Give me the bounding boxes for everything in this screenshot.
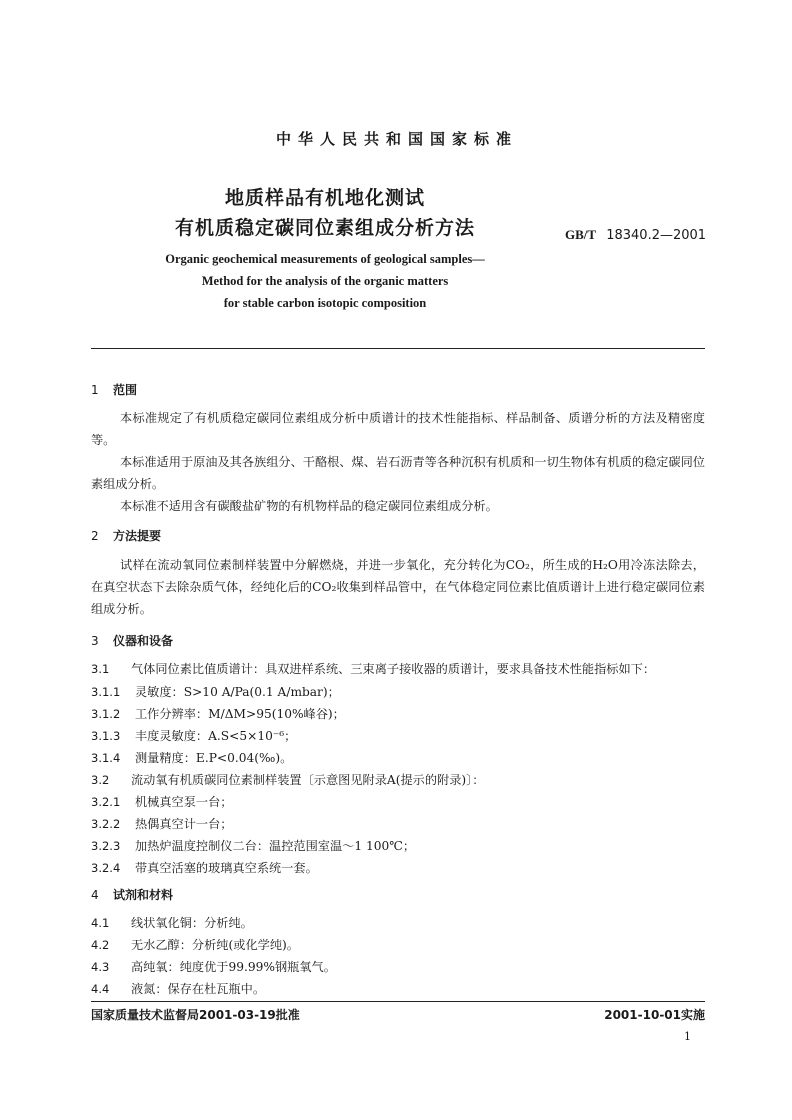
approval-note: 国家质量技术监督局2001-03-19批准: [91, 1008, 300, 1022]
clause-text: 高纯氧：纯度优于99.99%钢瓶氧气。: [131, 960, 336, 974]
section-number: 3: [91, 634, 99, 648]
clause-item: [91, 705, 345, 722]
title-en-line2: Method for the analysis of the organic matters: [201, 274, 449, 288]
section-number: 4: [91, 888, 99, 902]
clause-text: 流动氧有机质碳同位素制样装置〔示意图见附录A(提示的附录)〕：: [131, 773, 485, 787]
clause-item: [91, 660, 655, 677]
clause-number: 3.1.1: [91, 685, 121, 699]
title-en-line1: Organic geochemical measurements of geological samples—: [165, 252, 485, 266]
clause-item: [91, 837, 415, 854]
section-2-paragraph-1: 试样在流动氧同位素制样装置中分解燃烧，并进一步氧化，充分转化为CO₂，所生成的H₂O用冷冻法除去，在真空状态下去除杂质气体，经纯化后的CO₂收集到样品管中，在气体稳定同位素比值质谱计上进行稳定碳同位素组成分析。: [91, 558, 705, 616]
national-standard-heading: 中华人民共和国国家标准: [275, 130, 518, 148]
clause-text: 气体同位素比值质谱计：具双进样系统、三束离子接收器的质谱计，要求具备技术性能指标如下：: [131, 662, 656, 676]
section-number: 1: [91, 383, 99, 397]
clause-item: [91, 793, 233, 810]
section-2-heading: [91, 527, 161, 544]
section-title: 试剂和材料: [113, 888, 174, 902]
title-en-line3: for stable carbon isotopic composition: [223, 296, 427, 310]
clause-item: [91, 859, 318, 876]
clause-number: 3.1.3: [91, 729, 121, 743]
section-1-paragraph-1: 本标准规定了有机质稳定碳同位素组成分析中质谱计的技术性能指标、样品制备、质谱分析的方法及精密度等。: [91, 411, 705, 447]
standard-number: 18340.2—2001: [606, 228, 707, 243]
clause-item: [91, 771, 484, 788]
clause-text: 无水乙醇：分析纯(或化学纯)。: [131, 938, 299, 952]
page-number: 1: [684, 1030, 691, 1043]
standard-prefix: GB/T: [565, 227, 597, 242]
clause-number: 3.1: [91, 662, 110, 676]
clause-number: 3.1.2: [91, 707, 121, 721]
standard-code: [565, 227, 706, 243]
clause-item: [91, 815, 233, 832]
clause-text: 丰度灵敏度：A.S<5×10⁻⁶；: [135, 729, 297, 743]
clause-number: 3.2.4: [91, 861, 121, 875]
section-1-paragraph-2: 本标准适用于原油及其各族组分、干酪根、煤、岩石沥青等各种沉积有机质和一切生物体有机质的稳定碳同位素组成分析。: [91, 455, 705, 491]
clause-number: 4.4: [91, 982, 110, 996]
clause-text: 加热炉温度控制仪二台：温控范围室温～1 100℃；: [135, 839, 416, 853]
clause-text: 带真空活塞的玻璃真空系统一套。: [135, 861, 318, 875]
section-3-heading: [91, 632, 173, 649]
clause-item: [91, 727, 296, 744]
clause-number: 3.1.4: [91, 751, 121, 765]
clause-number: 3.2.3: [91, 839, 121, 853]
clause-number: 4.3: [91, 960, 110, 974]
section-1-paragraph-3: 本标准不适用含有碳酸盐矿物的有机物样品的稳定碳同位素组成分析。: [120, 499, 498, 513]
clause-text: 工作分辨率：M/ΔM>95(10%峰谷)；: [135, 707, 345, 721]
clause-item: [91, 958, 336, 975]
section-title: 方法提要: [113, 529, 162, 543]
title-zh-line1: 地质样品有机地化测试: [224, 187, 425, 209]
clause-text: 线状氧化铜：分析纯。: [131, 916, 253, 930]
clause-number: 4.1: [91, 916, 110, 930]
clause-text: 机械真空泵一台；: [135, 795, 233, 809]
section-title: 范围: [113, 383, 138, 397]
clause-number: 4.2: [91, 938, 110, 952]
clause-text: 测量精度：E.P<0.04(‰)。: [135, 751, 293, 765]
clause-number: 3.2: [91, 773, 110, 787]
section-1-heading: [91, 381, 137, 398]
section-number: 2: [91, 529, 99, 543]
clause-item: [91, 936, 299, 953]
clause-item: [91, 914, 253, 931]
clause-text: 液氮：保存在杜瓦瓶中。: [131, 982, 266, 996]
title-zh-line2: 有机质稳定碳同位素组成分析方法: [174, 217, 475, 239]
clause-item: [91, 683, 340, 700]
header-divider: [91, 348, 705, 349]
clause-number: 3.2.2: [91, 817, 121, 831]
implementation-date: 2001-10-01实施: [604, 1008, 705, 1022]
clause-text: 灵敏度：S>10 A/Pa(0.1 A/mbar)；: [135, 685, 340, 699]
section-4-heading: [91, 886, 173, 903]
clause-item: [91, 980, 265, 997]
clause-item: [91, 749, 292, 766]
clause-number: 3.2.1: [91, 795, 121, 809]
clause-text: 热偶真空计一台；: [135, 817, 233, 831]
footer-divider: [91, 1001, 705, 1002]
section-title: 仪器和设备: [113, 634, 174, 648]
